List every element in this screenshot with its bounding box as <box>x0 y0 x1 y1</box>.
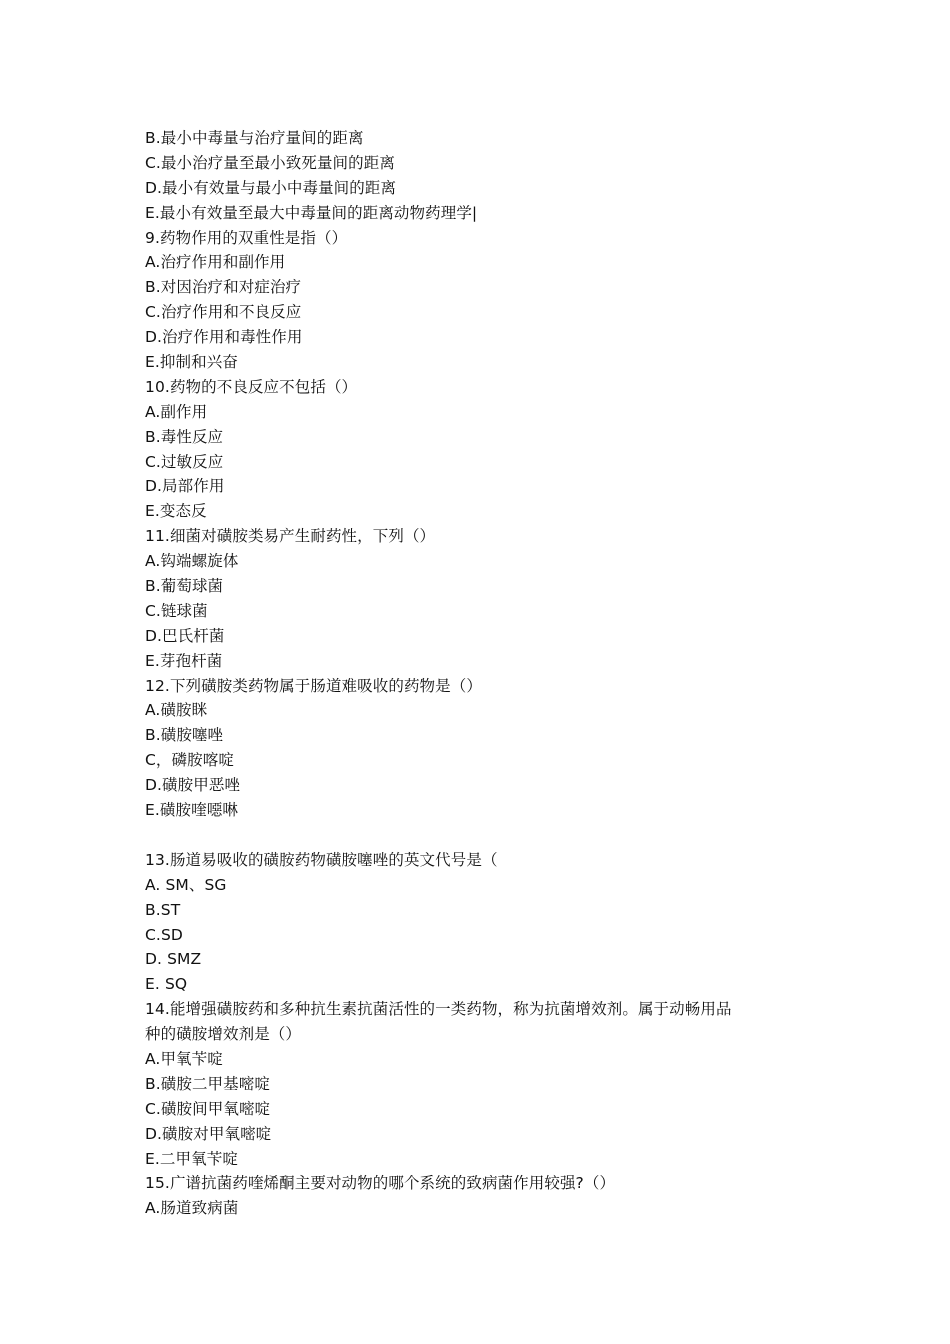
option-line: E.芽孢杆菌 <box>145 651 223 670</box>
option-line: D.磺胺对甲氧嘧啶 <box>145 1124 272 1143</box>
question-13: 13.肠道易吸收的磺胺药物磺胺噻唑的英文代号是（ <box>145 850 498 869</box>
option-line: A.甲氧苄啶 <box>145 1049 223 1068</box>
document-page <box>145 126 785 1221</box>
question-10: 10.药物的不良反应不包括（） <box>145 377 358 396</box>
option-line: C.最小治疗量至最小致死量间的距离 <box>145 153 395 172</box>
option-line: E. SQ <box>145 975 188 994</box>
option-line: E.抑制和兴奋 <box>145 353 238 372</box>
option-line: A.磺胺眯 <box>145 701 208 720</box>
option-line: C.磺胺间甲氧嘧啶 <box>145 1099 271 1118</box>
option-line: C.SD <box>145 925 183 944</box>
option-line: B.毒性反应 <box>145 427 224 446</box>
option-line: D.治疗作用和毒性作用 <box>145 328 303 347</box>
option-line: B.ST <box>145 900 181 919</box>
option-line: C，磷胺喀啶 <box>145 751 234 770</box>
option-line: B.葡萄球菌 <box>145 577 224 596</box>
option-line: E.磺胺喹噁啉 <box>145 801 238 820</box>
option-line: D.巴氏杆菌 <box>145 626 225 645</box>
option-line: B.磺胺二甲基嘧啶 <box>145 1074 270 1093</box>
question-11: 11.细菌对磺胺类易产生耐药性，下列（） <box>145 527 436 546</box>
option-line: A.治疗作用和副作用 <box>145 253 286 272</box>
option-line: B.最小中毒量与治疗量间的距离 <box>145 129 364 147</box>
question-12: 12.下列磺胺类药物属于肠道难吸收的药物是（） <box>145 676 482 695</box>
option-line: B.对因治疗和对症治疗 <box>145 278 302 297</box>
option-line: D.局部作用 <box>145 477 225 496</box>
blank-line <box>145 823 785 848</box>
question-9: 9.药物作用的双重性是指（） <box>145 228 348 247</box>
option-line: A.钩端螺旋体 <box>145 552 239 571</box>
option-line: C.过敏反应 <box>145 452 224 471</box>
option-line: E.二甲氧苄啶 <box>145 1149 238 1168</box>
option-line: E.变态反 <box>145 502 207 521</box>
option-line: A.肠道致病菌 <box>145 1199 239 1218</box>
option-line: A. SM、SG <box>145 875 227 894</box>
option-line: D.磺胺甲恶唑 <box>145 776 241 795</box>
option-line: D. SMZ <box>145 950 202 969</box>
option-line: B.磺胺噻唑 <box>145 726 224 745</box>
option-line: E.最小有效量至最大中毒量间的距离动物药理学| <box>145 203 478 222</box>
question-14: 14.能增强磺胺药和多种抗生素抗菌活性的一类药物，称为抗菌增效剂。属于动畅用品种的磺胺增效剂是（） <box>145 1000 732 1044</box>
option-line: C.链球菌 <box>145 601 208 620</box>
option-line: A.副作用 <box>145 402 208 421</box>
question-15: 15.广谱抗菌药喹烯酮主要对动物的哪个系统的致病菌作用较强?（） <box>145 1174 616 1193</box>
option-line: C.治疗作用和不良反应 <box>145 303 302 322</box>
option-line: D.最小有效量与最小中毒量间的距离 <box>145 178 397 197</box>
